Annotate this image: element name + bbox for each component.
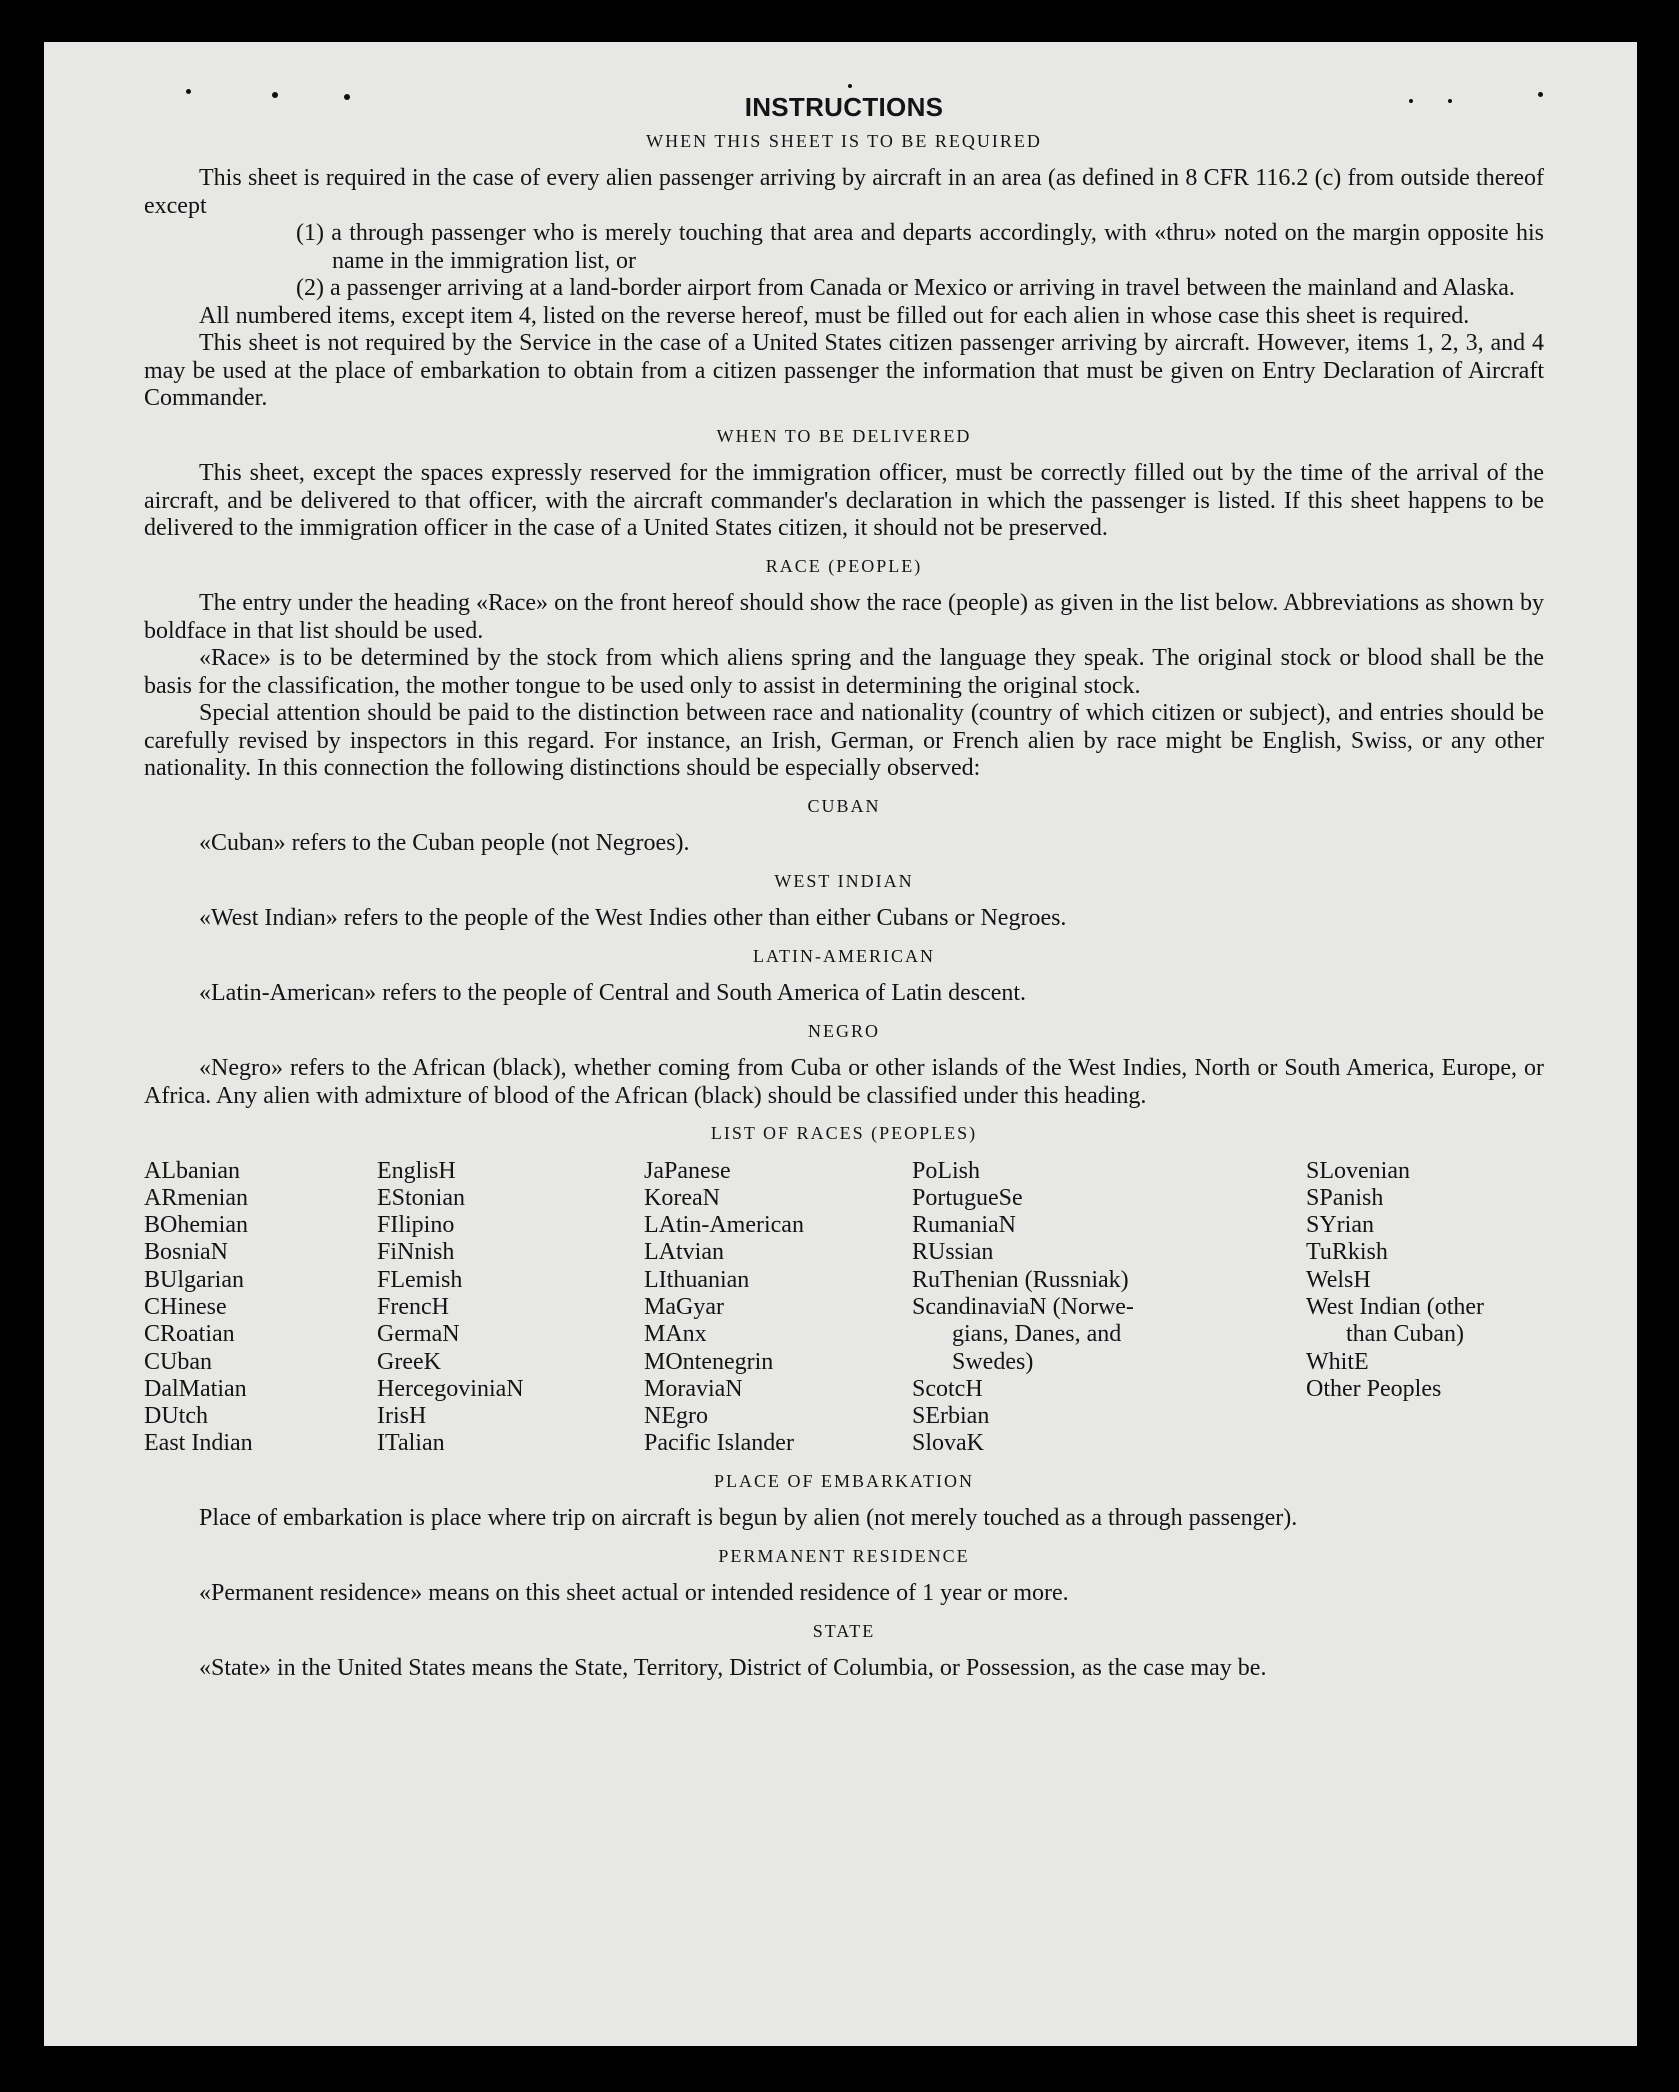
race-column: [1306, 1158, 1544, 1458]
race-entry: CRoatian: [144, 1321, 235, 1348]
race-entry: SLovenian: [1306, 1157, 1410, 1184]
race-entry: CUban: [144, 1348, 212, 1375]
race-entry: JaPanese: [644, 1157, 731, 1184]
race-entry: GreeK: [377, 1348, 441, 1375]
paragraph: «Race» is to be determined by the stock from which aliens spring and the language they speak. The original stock or blood shall be the basis for the classification, the mother tongue to be used only to assist in determining the original stock.: [144, 645, 1544, 699]
race-entry: GermaN: [377, 1321, 460, 1348]
paragraph: This sheet is required in the case of every alien passenger arriving by aircraft in an area (as defined in 8 CFR 116.2 (c) from outside thereof except: [144, 165, 1544, 219]
race-entry: LAtvian: [644, 1239, 724, 1266]
section-heading-when-delivered: WHEN TO BE DELIVERED: [716, 425, 972, 446]
race-entry: RuThenian (Russniak): [912, 1266, 1129, 1293]
paragraph: The entry under the heading «Race» on the front hereof should show the race (people) as given in the list below. Abbreviations as shown by boldface in that list should be used.: [144, 590, 1544, 644]
section-heading-negro: NEGRO: [808, 1020, 880, 1041]
paragraph: This sheet, except the spaces expressly reserved for the immigration officer, must be correctly filled out by the time of the arrival of the aircraft, and be delivered to that officer, with the aircraft commander's declaration in which the passenger is listed. If this sheet happens to be delivered to the immigration officer in the case of a United States citizen, it should not be preserved.: [144, 460, 1544, 541]
race-list: [144, 1158, 1544, 1458]
race-entry: MAnx: [644, 1321, 707, 1348]
race-column: [644, 1158, 912, 1458]
race-entry: RumaniaN: [912, 1212, 1016, 1239]
race-entry: MOntenegrin: [644, 1348, 774, 1375]
paragraph: This sheet is not required by the Service in the case of a United States citizen passenger arriving by aircraft. However, items 1, 2, 3, and 4 may be used at the place of embarkation to obtain from a citizen passenger the information that must be given on Entry Declaration of Aircraft Commander.: [144, 330, 1544, 411]
scan-speck: [848, 84, 852, 88]
paragraph: Place of embarkation is place where trip on aircraft is begun by alien (not merely touched as a through passenger).: [199, 1505, 1298, 1532]
race-entry: Other Peoples: [1306, 1375, 1442, 1402]
race-entry: BUlgarian: [144, 1266, 244, 1293]
race-entry: LIthuanian: [644, 1266, 750, 1293]
race-entry: ARmenian: [144, 1184, 248, 1211]
section-heading-latin-american: LATIN-AMERICAN: [753, 945, 935, 966]
race-entry: SErbian: [912, 1403, 990, 1430]
race-entry: PortugueSe: [912, 1184, 1023, 1211]
race-entry: WhitE: [1306, 1348, 1369, 1375]
race-column: [377, 1158, 644, 1458]
race-entry-continuation: than Cuban): [1346, 1321, 1464, 1348]
race-entry: DUtch: [144, 1403, 208, 1430]
section-heading-state: STATE: [812, 1620, 876, 1641]
race-entry: DalMatian: [144, 1375, 247, 1402]
section-heading-west-indian: WEST INDIAN: [774, 870, 914, 891]
race-entry: MaGyar: [644, 1293, 724, 1320]
paragraph: «Cuban» refers to the Cuban people (not Negroes).: [199, 830, 690, 856]
race-entry: ITalian: [377, 1430, 445, 1457]
race-entry: NEgro: [644, 1403, 708, 1430]
paragraph: «Negro» refers to the African (black), whether coming from Cuba or other islands of the West Indies, North or South America, Europe, or Africa. Any alien with admixture of blood of the African (black) should be classified under this heading.: [144, 1055, 1544, 1109]
section-heading-permanent-residence: PERMANENT RESIDENCE: [718, 1545, 970, 1566]
paragraph: «State» in the United States means the State, Territory, District of Columbia, or Possession, as the case may be.: [199, 1655, 1267, 1682]
document-sheet: [44, 42, 1637, 2046]
paragraph: All numbered items, except item 4, listed on the reverse hereof, must be filled out for each alien in whose case this sheet is required.: [199, 302, 1470, 329]
race-entry: ScotcH: [912, 1375, 983, 1402]
race-entry: FrencH: [377, 1293, 449, 1320]
race-entry: ScandinaviaN (Norwe-: [912, 1293, 1134, 1320]
race-entry: BOhemian: [144, 1212, 248, 1239]
instructions-content: [144, 94, 1544, 1683]
race-entry: BosniaN: [144, 1239, 228, 1266]
race-entry: West Indian (other: [1306, 1293, 1485, 1320]
race-entry: TuRkish: [1306, 1239, 1388, 1266]
race-entry: FLemish: [377, 1266, 463, 1293]
race-entry: SYrian: [1306, 1212, 1374, 1239]
race-entry: FiNnish: [377, 1239, 455, 1266]
race-entry-continuation: gians, Danes, and: [952, 1321, 1122, 1348]
exception-item-2: (2) a passenger arriving at a land-border airport from Canada or Mexico or arriving in travel between the mainland and Alaska.: [296, 275, 1515, 301]
race-entry: HercegoviniaN: [377, 1375, 524, 1402]
section-heading-when-required: WHEN THIS SHEET IS TO BE REQUIRED: [646, 130, 1042, 151]
paragraph: «Permanent residence» means on this sheet actual or intended residence of 1 year or more.: [199, 1580, 1069, 1607]
section-heading-cuban: CUBAN: [807, 795, 881, 816]
paragraph: Special attention should be paid to the distinction between race and nationality (country of which citizen or subject), and entries should be carefully revised by inspectors in this regard. For instance, an Irish, German, or French alien by race might be English, Swiss, or any other nationality. In this connection the following distinctions should be especially observed:: [144, 700, 1544, 781]
race-entry: Pacific Islander: [644, 1430, 794, 1457]
race-entry: WelsH: [1306, 1266, 1371, 1293]
exception-item-1: (1) a through passenger who is merely touching that area and departs accordingly, with «thru» noted on the margin opposite his name in the immigration list, or: [296, 220, 1544, 274]
race-entry: LAtin-American: [644, 1212, 804, 1239]
page-title: INSTRUCTIONS: [744, 92, 944, 122]
race-entry: EStonian: [377, 1184, 465, 1211]
race-entry: FIlipino: [377, 1212, 455, 1239]
race-column: [144, 1158, 377, 1458]
race-entry: SlovaK: [912, 1430, 984, 1457]
paragraph: «West Indian» refers to the people of the West Indies other than either Cubans or Negroes.: [199, 905, 1067, 931]
race-entry: RUssian: [912, 1239, 994, 1266]
race-entry: CHinese: [144, 1293, 227, 1320]
race-column: [912, 1158, 1306, 1458]
section-heading-place-of-embarkation: PLACE OF EMBARKATION: [713, 1470, 975, 1491]
race-entry: PoLish: [912, 1157, 981, 1184]
race-entry: EnglisH: [377, 1157, 456, 1184]
race-entry-continuation: Swedes): [952, 1348, 1034, 1375]
section-heading-race: RACE (PEOPLE): [765, 555, 923, 576]
paragraph: «Latin-American» refers to the people of Central and South America of Latin descent.: [199, 980, 1027, 1006]
race-entry: MoraviaN: [644, 1375, 743, 1402]
race-entry: IrisH: [377, 1403, 427, 1430]
race-entry: East Indian: [144, 1430, 253, 1457]
race-entry: KoreaN: [644, 1184, 720, 1211]
section-heading-list-of-races: LIST OF RACES (PEOPLES): [710, 1123, 978, 1143]
race-entry: ALbanian: [144, 1157, 240, 1184]
race-entry: SPanish: [1306, 1184, 1384, 1211]
